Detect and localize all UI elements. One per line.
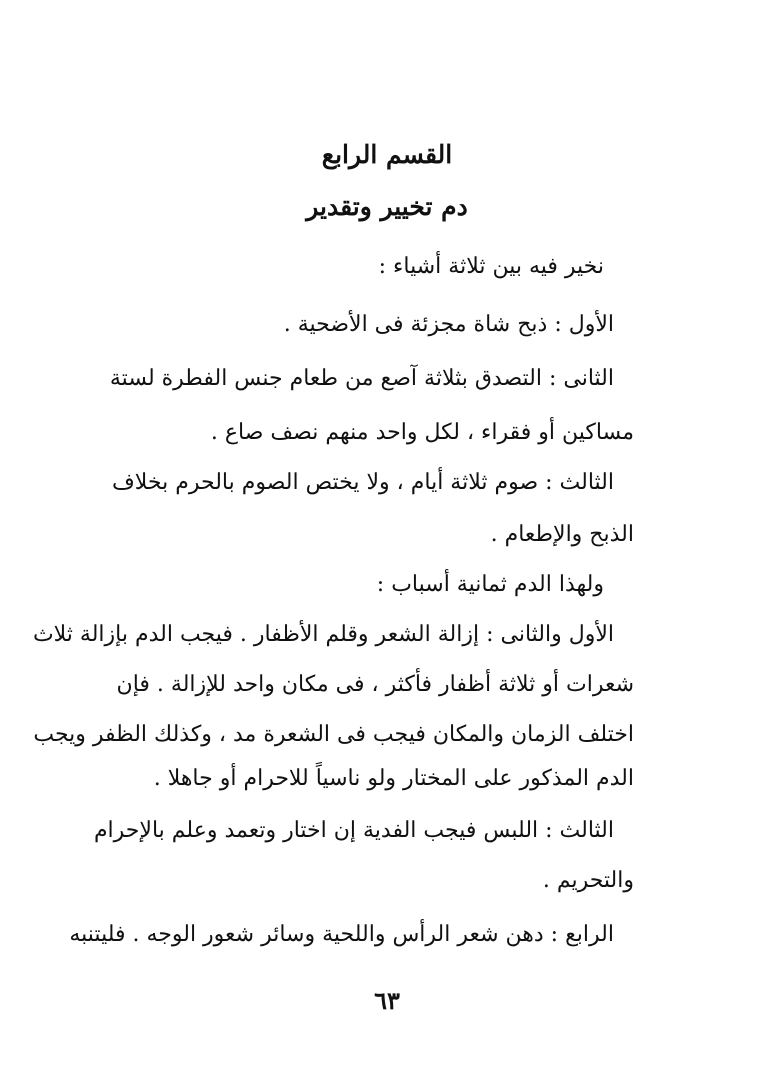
text-line: الأول : ذبح شاة مجزئة فى الأضحية . (283, 312, 614, 337)
text-line: مساكين أو فقراء ، لكل واحد منهم نصف صاع . (210, 420, 634, 445)
text-line: الثالث : اللبس فيجب الفدية إن اختار وتعمد وعلم بالإحرام (93, 818, 614, 843)
text-line: الذبح والإطعام . (490, 522, 634, 547)
text-line: الرابع : دهن شعر الرأس واللحية وسائر شعور الوجه . فليتنبه (69, 922, 614, 947)
text-line: نخير فيه بين ثلاثة أشياء : (378, 254, 604, 279)
text-line: ولهذا الدم ثمانية أسباب : (376, 572, 604, 597)
text-line: الدم المذكور على المختار ولو ناسياً للاحرام أو جاهلا . (153, 766, 634, 791)
text-line: اختلف الزمان والمكان فيجب فى الشعرة مد ، وكذلك الظفر ويجب (33, 722, 634, 747)
text-line: الأول والثانى : إزالة الشعر وقلم الأظفار . فيجب الدم بإزالة ثلاث (32, 622, 614, 647)
text-line: الثالث : صوم ثلاثة أيام ، ولا يختص الصوم بالحرم بخلاف (111, 470, 614, 495)
section-subtitle: دم تخيير وتقدير (306, 192, 468, 221)
text-line: الثانى : التصدق بثلاثة آصع من طعام جنس الفطرة لستة (109, 366, 614, 391)
section-title: القسم الرابع (321, 140, 453, 169)
page-number: ٦٣ (374, 986, 400, 1015)
text-line: والتحريم . (542, 868, 634, 893)
text-line: شعرات أو ثلاثة أظفار فأكثر ، فى مكان واحد للإزالة . فإن (116, 672, 634, 697)
